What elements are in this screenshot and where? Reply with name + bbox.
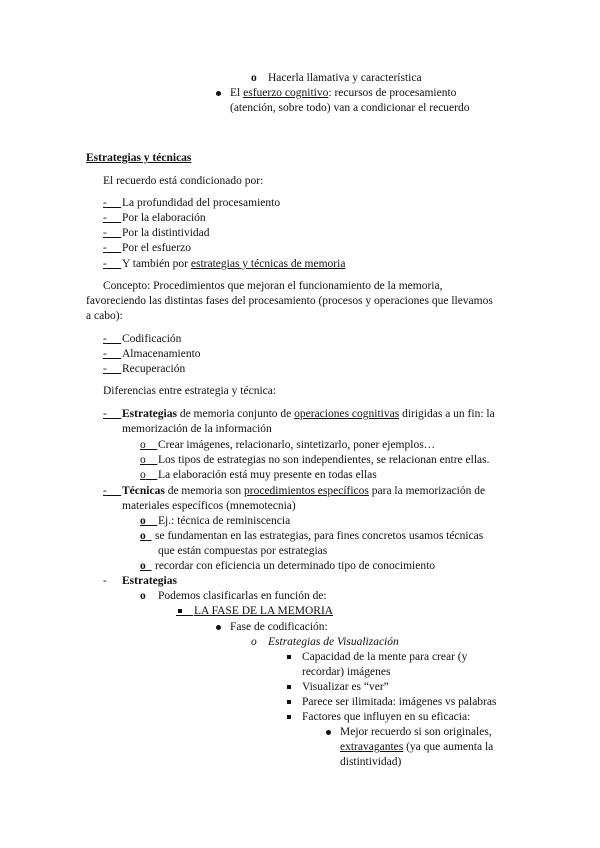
square-bullet-icon (287, 685, 291, 689)
diff-intro: Diferencias entre estrategia y técnica: (103, 385, 277, 397)
factor-item: La profundidad del procesamiento (122, 197, 281, 209)
factor-item: Por la elaboración (122, 212, 206, 224)
dash-marker: - (103, 408, 107, 420)
tecnica-subitem: se fundamentan en las estrategias, para fines concretos usamos técnicas (155, 530, 484, 542)
o-marker: o (140, 454, 146, 466)
o-marker: o (140, 530, 146, 542)
estrategia-subitem: La elaboración está muy presente en todas ellas (158, 469, 377, 481)
estrategias-tecnicas-term: estrategias y técnicas de memoria (190, 258, 346, 270)
dash-marker: - (103, 258, 107, 270)
factor-item: Por el esfuerzo (122, 242, 191, 254)
bullet-icon (216, 91, 221, 96)
square-bullet-icon (178, 609, 182, 613)
visual-item: Factores que influyen en su eficacia: (302, 711, 471, 723)
phase-item: Recuperación (122, 363, 186, 375)
deep-item-line2: extravagantes (ya que aumenta la (340, 741, 494, 753)
deep-item: Mejor recuerdo si son originales, (340, 726, 492, 738)
bullet-esfuerzo: El esfuerzo cognitivo: recursos de procesamiento (230, 87, 457, 99)
estrategia-subitem: Los tipos de estrategias no son independientes, se relacionan entre ellas. (158, 454, 490, 466)
factor-item: Por la distintividad (122, 227, 210, 239)
dash-marker: - (103, 212, 107, 224)
phase-item: Codificación (122, 333, 182, 345)
phase-heading: LA FASE DE LA MEMORIA (194, 605, 334, 617)
dash-marker: - (103, 575, 107, 587)
o-marker: o (140, 469, 146, 481)
tecnica-subitem-line2: que están compuestas por estrategias (158, 545, 328, 557)
fase-codificacion: Fase de codificación: (230, 621, 328, 633)
esfuerzo-cognitivo-term: esfuerzo cognitivo (243, 87, 329, 99)
concept-line: a cabo): (86, 310, 123, 322)
square-bullet-icon (287, 700, 291, 704)
dash-marker: - (103, 197, 107, 209)
bullet-esfuerzo-line2: (atención, sobre todo) van a condicionar el recuerdo (230, 102, 470, 114)
estrategias-heading: Estrategias (122, 575, 177, 587)
bullet-icon (326, 730, 331, 735)
dash-marker: - (103, 227, 107, 239)
visual-item: Visualizar es “ver” (302, 681, 389, 693)
operaciones-cognitivas-term: operaciones cognitivas (294, 408, 400, 420)
dash-marker: - (103, 333, 107, 345)
visual-item: Capacidad de la mente para crear (y (302, 651, 468, 663)
procedimientos-especificos-term: procedimientos específicos (244, 485, 369, 497)
o-marker: o (140, 560, 146, 572)
classify-line: Podemos clasificarlas en función de: (158, 590, 327, 602)
sub-o-marker: o (251, 72, 257, 84)
concept-line: favoreciendo las distintas fases del procesamiento (procesos y operaciones que llevamos (86, 295, 493, 307)
estrategia-subitem: Crear imágenes, relacionarlo, sintetizarlo, poner ejemplos… (158, 439, 436, 451)
deep-item-line3: distintividad) (340, 756, 402, 768)
factor-item-last: Y también por estrategias y técnicas de memoria (122, 258, 346, 270)
extravagantes-term: extravagantes (340, 741, 404, 753)
tecnica-subitem: recordar con eficiencia un determinado tipo de conocimiento (155, 560, 436, 572)
phase-item: Almacenamiento (122, 348, 201, 360)
bullet-icon (216, 625, 221, 630)
square-bullet-icon (287, 655, 291, 659)
estrategias-definition: Estrategias de memoria conjunto de operaciones cognitivas dirigidas a un fin: la (122, 408, 495, 420)
dash-marker: - (103, 348, 107, 360)
tecnicas-definition-line2: materiales específicos (mnemotecnia) (122, 500, 296, 512)
visualizacion-heading: Estrategias de Visualización (268, 636, 399, 648)
square-bullet-icon (287, 715, 291, 719)
o-marker: o (140, 515, 146, 527)
section-heading: Estrategias y técnicas (86, 152, 192, 164)
recall-intro: El recuerdo está condicionado por: (103, 175, 264, 187)
visual-item: Parece ser ilimitada: imágenes vs palabras (302, 696, 497, 708)
sub-o-item: Hacerla llamativa y característica (268, 72, 422, 84)
tecnica-subitem: Ej.: técnica de reminiscencia (158, 515, 291, 527)
estrategias-definition-line2: memorización de la información (122, 423, 272, 435)
dash-marker: - (103, 485, 107, 497)
dash-marker: - (103, 363, 107, 375)
dash-marker: - (103, 242, 107, 254)
visual-item-cont: recordar) imágenes (302, 666, 391, 678)
tecnicas-definition: Técnicas de memoria son procedimientos específicos para la memorización de (122, 485, 486, 497)
o-italic-marker: o (251, 636, 257, 648)
o-marker: o (140, 590, 146, 602)
o-marker: o (140, 439, 146, 451)
concept-line: Concepto: Procedimientos que mejoran el funcionamiento de la memoria, (103, 280, 443, 292)
